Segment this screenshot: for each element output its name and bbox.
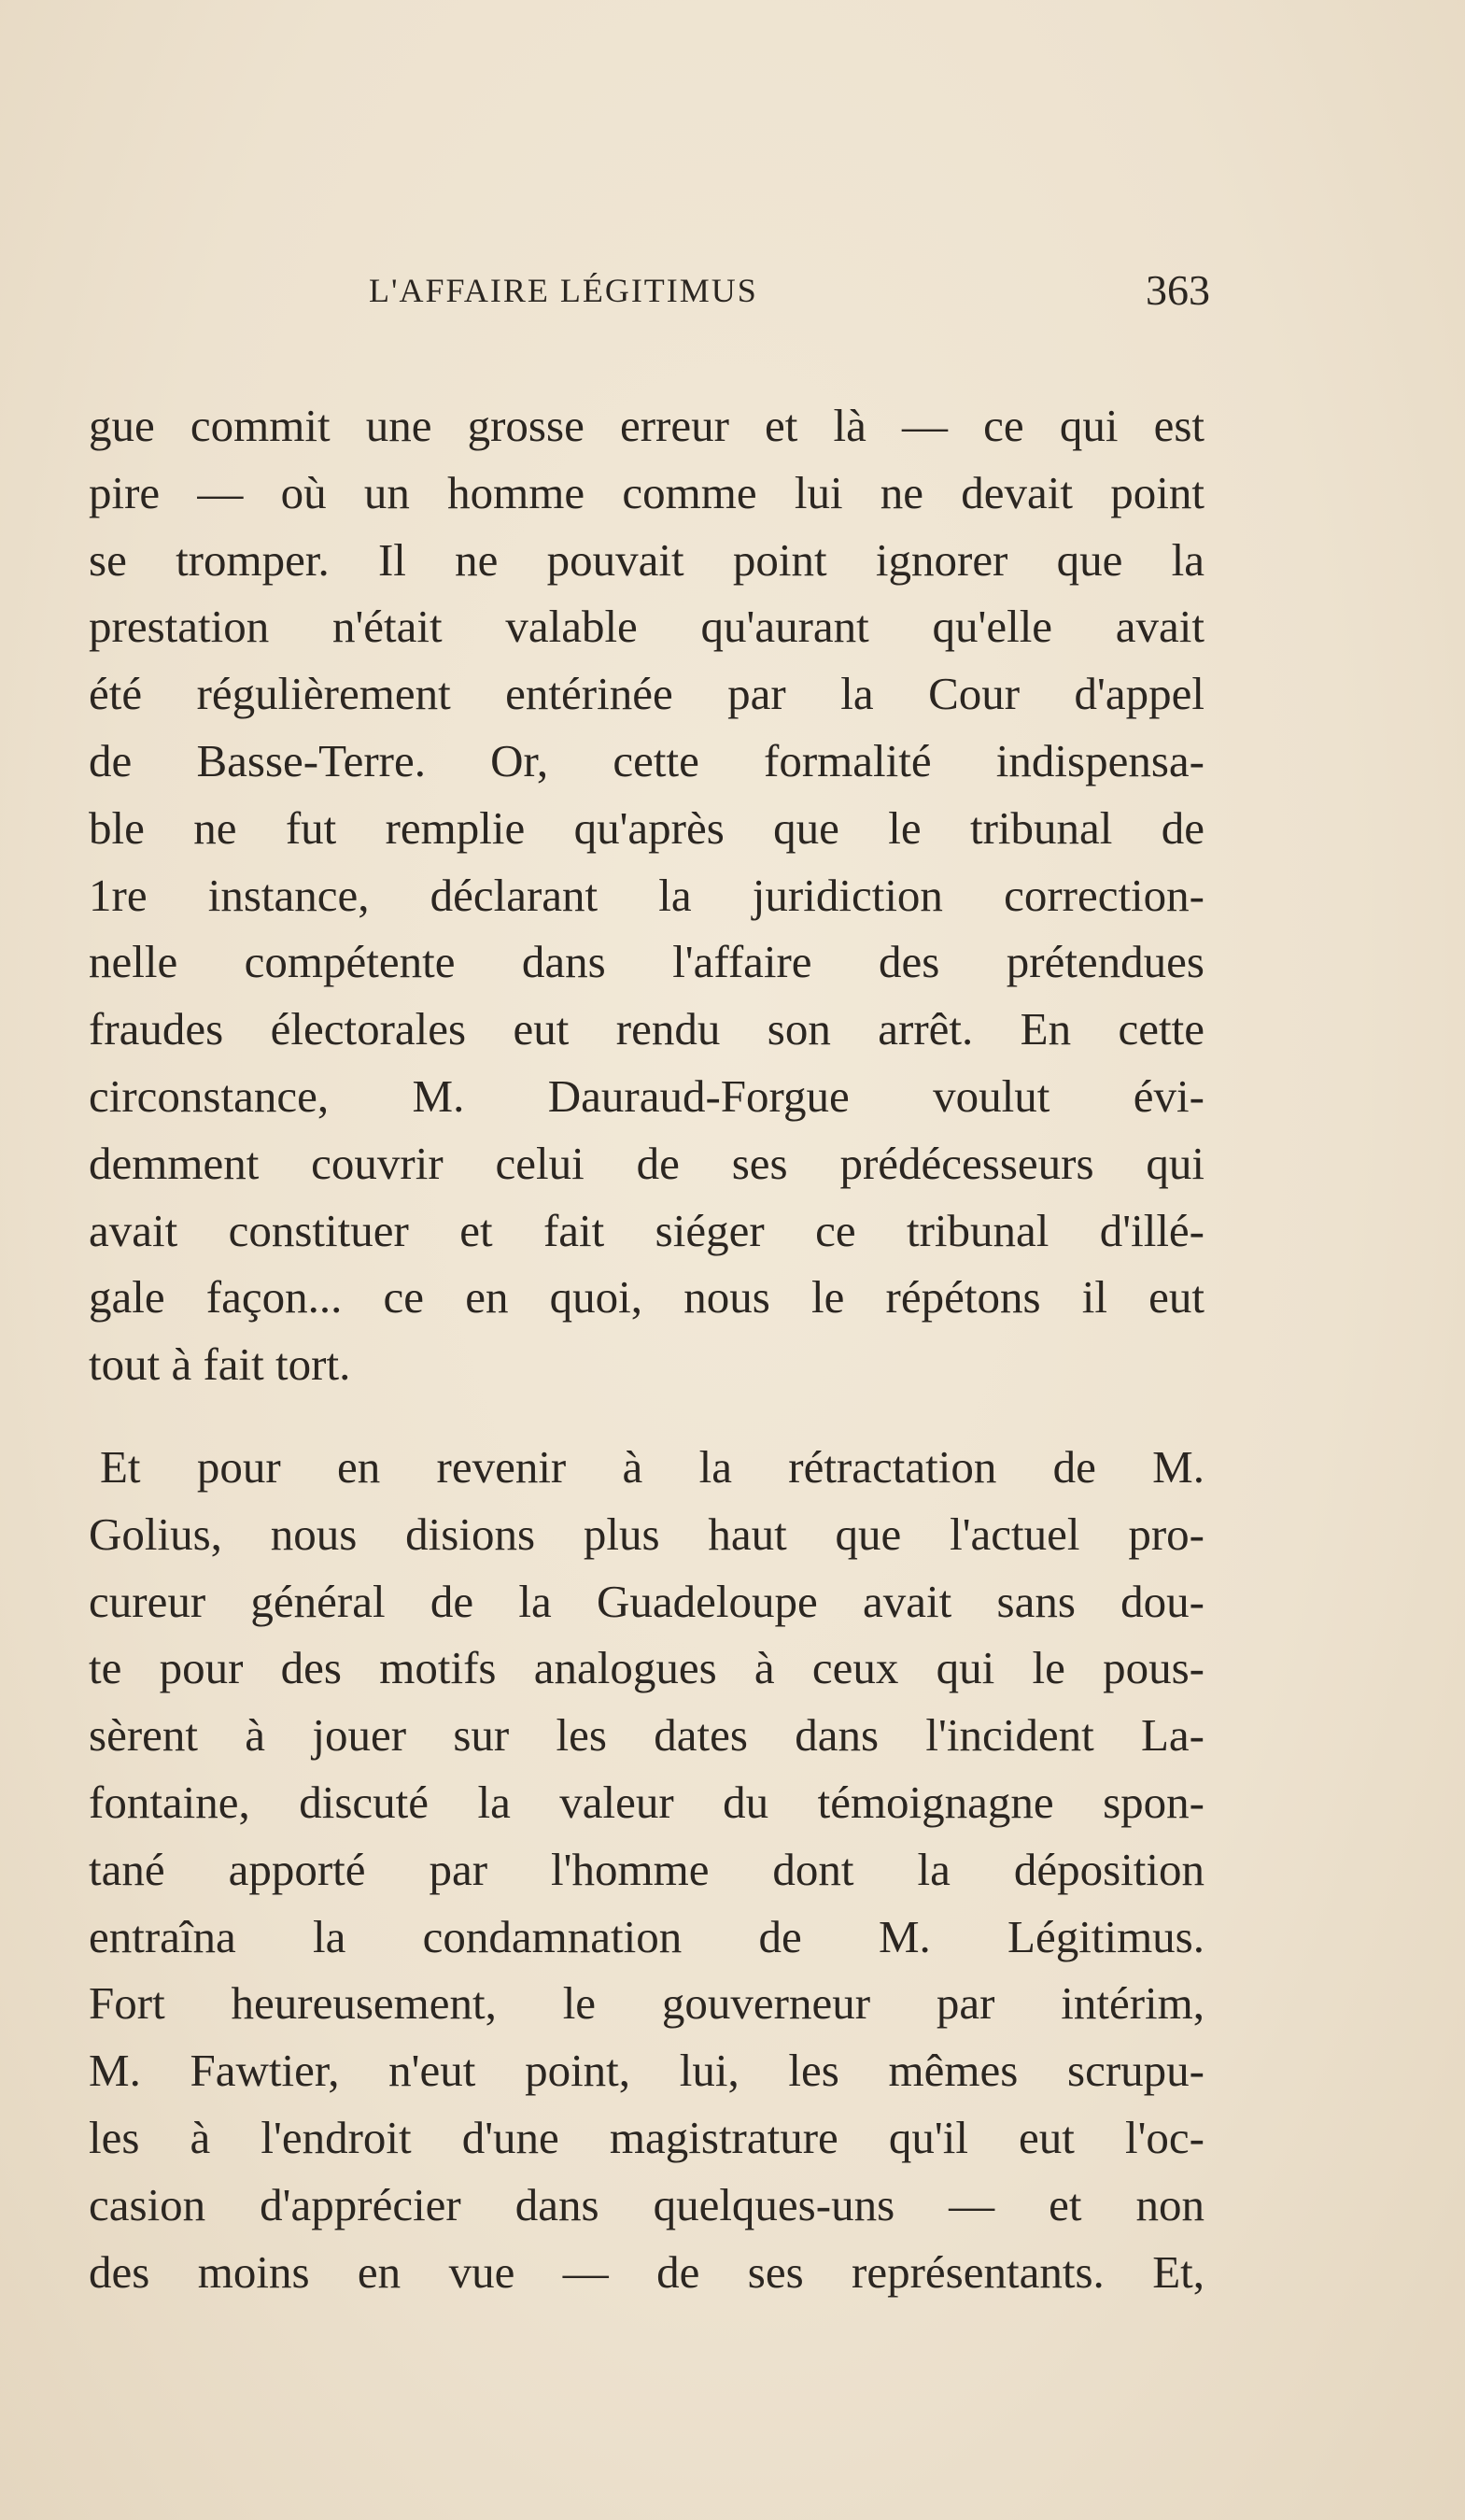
text-line: les à l'endroit d'une magistrature qu'il eut l'oc- xyxy=(89,2111,1204,2163)
text-line: des moins en vue — de ses représentants. Et, xyxy=(89,2245,1204,2298)
text-line: Fort heureusement, le gouverneur par intérim, xyxy=(89,1977,1204,2030)
page-number: 363 xyxy=(1146,266,1210,314)
text-line: ble ne fut remplie qu'après que le tribunal de xyxy=(89,801,1204,854)
paragraph-2 xyxy=(89,1434,1204,2305)
text-line: M. Fawtier, n'eut point, lui, les mêmes scrupu- xyxy=(89,2045,1204,2097)
text-line: tané apporté par l'homme dont la déposition xyxy=(89,1843,1204,1895)
text-line: sèrent à jouer sur les dates dans l'incident La- xyxy=(89,1709,1204,1762)
text-line: demment couvrir celui de ses prédécesseurs qui xyxy=(89,1137,1204,1189)
text-line: gale façon... ce en quoi, nous le répétons il eut xyxy=(89,1271,1204,1324)
text-line: se tromper. Il ne pouvait point ignorer que la xyxy=(89,533,1204,586)
text-line: prestation n'était valable qu'aurant qu'elle avait xyxy=(89,601,1204,653)
text-line: Et pour en revenir à la rétractation de M. xyxy=(100,1440,1204,1493)
paragraph-1 xyxy=(89,392,1204,1398)
text-line: te pour des motifs analogues à ceux qui le pous- xyxy=(89,1642,1204,1694)
text-line: entraîna la condamnation de M. Légitimus. xyxy=(89,1910,1204,1962)
text-line: cureur général de la Guadeloupe avait sans dou- xyxy=(89,1575,1204,1627)
text-line: fontaine, discuté la valeur du témoignagne spon- xyxy=(89,1776,1204,1828)
paragraph-gap xyxy=(89,1398,1204,1434)
text-line: de Basse-Terre. Or, cette formalité indispensa- xyxy=(89,734,1204,786)
text-line: avait constituer et fait siéger ce tribunal d'illé- xyxy=(89,1204,1204,1256)
running-head xyxy=(0,266,1465,327)
text-line: 1re instance, déclarant la juridiction correction- xyxy=(89,869,1204,921)
text-line: circonstance, M. Dauraud-Forgue voulut évi- xyxy=(89,1069,1204,1122)
text-line: gue commit une grosse erreur et là — ce qui est xyxy=(89,400,1204,451)
running-title: L'AFFAIRE LÉGITIMUS xyxy=(369,272,758,309)
text-line: Golius, nous disions plus haut que l'actuel pro- xyxy=(89,1508,1204,1560)
body-text xyxy=(89,392,1204,2305)
text-line: été régulièrement entérinée par la Cour d'appel xyxy=(89,668,1204,720)
text-line: nelle compétente dans l'affaire des prétendues xyxy=(89,936,1204,988)
text-line: pire — où un homme comme lui ne devait point xyxy=(89,466,1204,518)
text-line: tout à fait tort. xyxy=(89,1338,351,1391)
text-line: casion d'apprécier dans quelques-uns — et non xyxy=(89,2178,1204,2230)
text-line: fraudes électorales eut rendu son arrêt. En cette xyxy=(89,1003,1204,1055)
